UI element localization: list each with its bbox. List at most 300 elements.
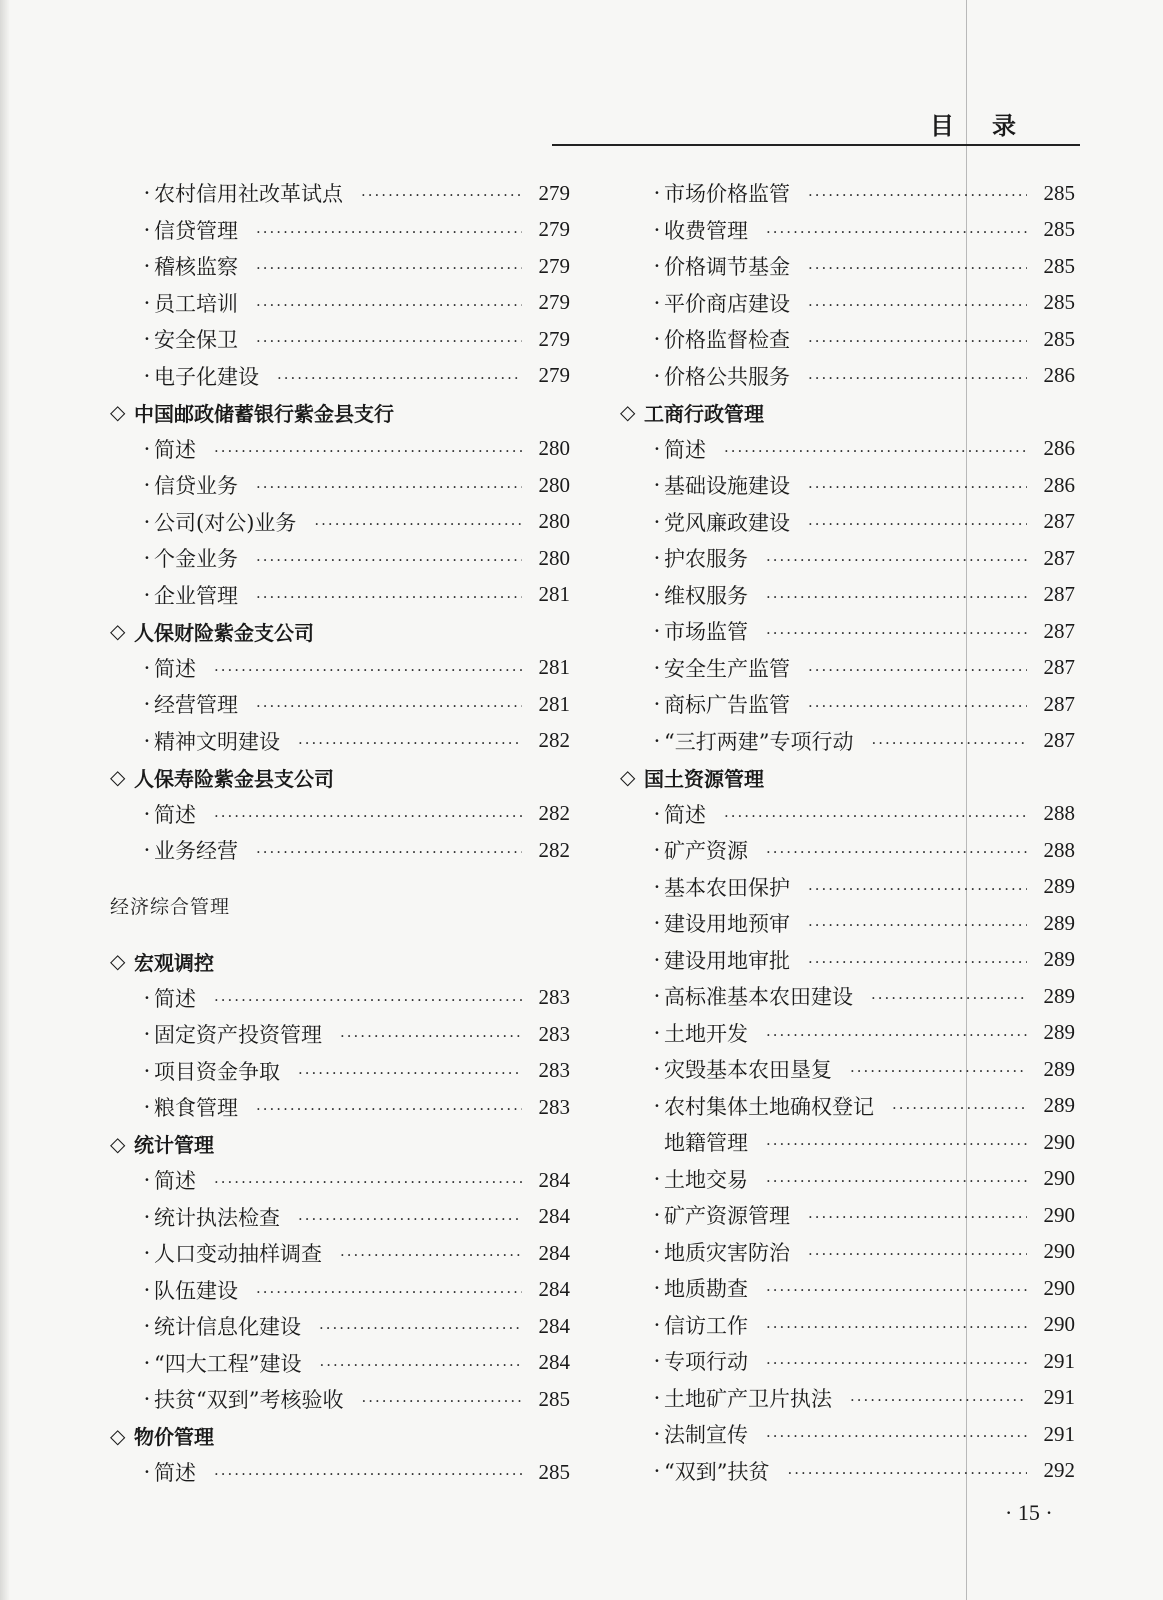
toc-entry-page: 289 [1043,910,1075,935]
toc-entry[interactable] [110,1089,570,1126]
toc-entry-label: 专项行动 [664,1350,748,1375]
toc-entry-page: 287 [1043,655,1075,680]
bullet-dot: · [143,1460,151,1485]
dot-leader [808,328,1027,350]
dot-leader [256,839,522,861]
toc-entry-label: 信贷业务 [154,474,238,499]
toc-entry-label: 矿产资源 [664,839,748,864]
bullet-dot: · [143,838,151,863]
toc-entry-page: 290 [1043,1202,1075,1227]
toc-entry[interactable] [620,1051,1075,1088]
toc-entry[interactable] [110,1345,570,1382]
toc-entry-page: 287 [1043,691,1075,716]
toc-entry-label: “三打两建”专项行动 [664,729,854,754]
bullet-dot: · [143,801,151,826]
toc-entry-page: 285 [1043,253,1075,278]
dot-leader [766,1277,1027,1299]
toc-entry-page: 290 [1043,1166,1075,1191]
dot-leader [766,584,1027,606]
dot-leader [298,1060,522,1082]
toc-entry[interactable] [620,212,1075,249]
bullet-dot: · [143,217,151,242]
toc-entry-label: 党风廉政建设 [664,510,790,535]
toc-entry-page: 287 [1043,582,1075,607]
toc-entry[interactable] [620,540,1075,577]
toc-entry-label: 价格公共服务 [664,364,790,389]
toc-entry-label: 地质灾害防治 [664,1240,790,1265]
toc-entry[interactable] [110,358,570,395]
toc-heading-label: 统计管理 [134,1133,214,1158]
bullet-dot: · [653,838,661,863]
toc-entry[interactable] [620,1124,1075,1161]
bullet-dot: · [653,911,661,936]
toc-entry[interactable] [110,832,570,869]
toc-entry-page: 279 [538,180,570,205]
toc-entry[interactable] [620,1416,1075,1453]
toc-entry[interactable] [620,1088,1075,1125]
diamond-icon: ◇ [110,765,126,790]
toc-entry-page: 280 [538,436,570,461]
toc-entry-label: 简述 [664,802,706,827]
dot-leader [808,876,1027,898]
dot-leader [766,839,1027,861]
bullet-dot: · [653,1312,661,1337]
toc-entry[interactable] [620,467,1075,504]
toc-heading-label: 宏观调控 [134,950,214,975]
dot-leader [214,438,522,460]
dot-leader [214,657,522,679]
dot-leader [808,949,1027,971]
toc-section-heading[interactable] [110,1418,570,1455]
toc-entry-page: 285 [538,1459,570,1484]
toc-entry[interactable] [620,832,1075,869]
toc-entry-page: 286 [1043,472,1075,497]
bullet-dot: · [653,692,661,717]
toc-entry[interactable] [620,796,1075,833]
bullet-dot: · [653,1093,661,1118]
toc-entry-label: 简述 [154,1461,196,1486]
toc-entry-label: 农村信用社改革试点 [154,182,343,207]
toc-entry-page: 291 [1043,1421,1075,1446]
toc-heading-label: 物价管理 [134,1425,214,1450]
toc-entry-label: 安全生产监管 [664,656,790,681]
toc-entry-page: 285 [538,1386,570,1411]
toc-entry-page: 284 [538,1167,570,1192]
toc-entry-page: 290 [1043,1275,1075,1300]
dot-leader [766,219,1027,241]
toc-entry[interactable] [620,686,1075,723]
vertical-spacer [110,869,570,888]
bullet-dot: · [653,217,661,242]
toc-heading-label: 人保寿险紫金县支公司 [134,766,334,791]
diamond-icon: ◇ [620,400,636,425]
toc-part-title: 经济综合管理 [110,896,231,919]
toc-entry[interactable] [110,980,570,1017]
bullet-dot: · [143,655,151,680]
toc-entry-page: 287 [1043,728,1075,753]
toc-entry-page: 283 [538,1058,570,1083]
toc-entry-label: 固定资产投资管理 [154,1023,322,1048]
toc-entry-label: 矿产资源管理 [664,1204,790,1229]
bullet-dot: · [143,692,151,717]
dot-leader [256,584,522,606]
toc-entry-page: 281 [538,582,570,607]
toc-entry[interactable] [110,321,570,358]
bullet-dot: · [143,1277,151,1302]
toc-entry[interactable] [110,504,570,541]
toc-entry-label: 商标广告监管 [664,693,790,718]
dot-leader [314,511,522,533]
bullet-dot: · [653,327,661,352]
bullet-dot: · [653,801,661,826]
bullet-dot: · [653,1020,661,1045]
toc-entry-label: 项目资金争取 [154,1059,280,1084]
bullet-dot: · [653,509,661,534]
toc-entry-page: 289 [1043,1093,1075,1118]
dot-leader [871,985,1027,1007]
dot-leader [850,1387,1027,1409]
toc-entry-page: 280 [538,545,570,570]
toc-entry-page: 290 [1043,1129,1075,1154]
bullet-dot: · [143,1058,151,1083]
toc-entry-page: 291 [1043,1385,1075,1410]
toc-entry[interactable] [110,175,570,212]
toc-entry-label: 简述 [154,986,196,1011]
toc-entry[interactable] [620,613,1075,650]
dot-leader [787,1460,1027,1482]
page-binding-edge [0,0,10,1600]
toc-entry-label: 业务经营 [154,839,238,864]
dot-leader [724,438,1027,460]
bullet-dot: · [143,1168,151,1193]
toc-entry-label: 队伍建设 [154,1278,238,1303]
toc-entry-page: 289 [1043,874,1075,899]
toc-entry-page: 290 [1043,1312,1075,1337]
toc-entry[interactable] [620,321,1075,358]
dot-leader [766,1168,1027,1190]
dot-leader [298,730,522,752]
running-header [552,100,1080,146]
bullet-dot: · [653,947,661,972]
toc-entry-page: 279 [538,253,570,278]
toc-entry-page: 289 [1043,983,1075,1008]
toc-entry-page: 284 [538,1240,570,1265]
dot-leader [256,693,522,715]
toc-entry[interactable] [620,650,1075,687]
bullet-dot: · [653,874,661,899]
toc-entry-page: 279 [538,363,570,388]
toc-entry[interactable] [110,1235,570,1272]
bullet-dot: · [653,181,661,206]
bullet-dot: · [143,1387,151,1412]
toc-entry-page: 288 [1043,801,1075,826]
toc-entry-page: 282 [538,837,570,862]
toc-section-heading[interactable] [110,613,570,650]
toc-entry-page: 291 [1043,1348,1075,1373]
bullet-dot: · [143,254,151,279]
toc-entry[interactable] [110,796,570,833]
toc-entry-label: 简述 [154,802,196,827]
dot-leader [256,547,522,569]
dot-leader [808,693,1027,715]
toc-entry-page: 283 [538,1094,570,1119]
diamond-icon: ◇ [110,619,126,644]
toc-entry[interactable] [620,1234,1075,1271]
toc-entry-page: 282 [538,801,570,826]
dot-leader [892,1095,1027,1117]
toc-right-column [620,175,1075,1489]
toc-entry-page: 285 [1043,217,1075,242]
toc-section-heading[interactable] [110,1126,570,1163]
toc-entry[interactable] [110,1053,570,1090]
toc-section-heading[interactable] [620,759,1075,796]
dot-leader [256,1279,522,1301]
bullet-dot: · [653,582,661,607]
bullet-dot: · [143,1022,151,1047]
toc-entry[interactable] [110,1308,570,1345]
bullet-dot: · [653,655,661,680]
toc-heading-label: 中国邮政储蓄银行紫金县支行 [134,401,394,426]
toc-entry[interactable] [110,1016,570,1053]
bullet-dot: · [653,728,661,753]
dot-leader [256,292,522,314]
dot-leader [256,328,522,350]
bullet-dot: · [143,473,151,498]
dot-leader [808,1241,1027,1263]
toc-entry[interactable] [620,431,1075,468]
toc-entry-label: 信访工作 [664,1313,748,1338]
toc-entry[interactable] [110,212,570,249]
toc-entry-page: 281 [538,655,570,680]
toc-entry[interactable] [620,1343,1075,1380]
dot-leader [766,1350,1027,1372]
bullet-dot: · [653,546,661,571]
toc-entry[interactable] [620,1453,1075,1490]
toc-entry-page: 285 [1043,180,1075,205]
toc-entry[interactable] [110,431,570,468]
toc-entry[interactable] [110,1272,570,1309]
bullet-dot: · [143,546,151,571]
toc-entry-page: 281 [538,691,570,716]
vertical-spacer [110,924,570,943]
toc-entry-label: 精神文明建设 [154,729,280,754]
toc-entry[interactable] [620,358,1075,395]
toc-entry[interactable] [110,577,570,614]
bullet-dot: · [143,1241,151,1266]
dot-leader [766,547,1027,569]
toc-entry-label: 建设用地审批 [664,948,790,973]
toc-entry[interactable] [620,723,1075,760]
bullet-dot: · [653,290,661,315]
toc-entry-label: 地籍管理 [664,1131,748,1156]
bullet-dot: · [653,619,661,644]
toc-entry-label: 统计执法检查 [154,1205,280,1230]
toc-heading-label: 国土资源管理 [644,766,764,791]
toc-entry-page: 287 [1043,545,1075,570]
toc-entry-page: 288 [1043,837,1075,862]
toc-entry-page: 292 [1043,1458,1075,1483]
dot-leader [340,1242,522,1264]
toc-entry[interactable] [620,504,1075,541]
diamond-icon: ◇ [110,400,126,425]
bullet-dot: · [653,254,661,279]
toc-entry[interactable] [110,1454,570,1491]
toc-entry[interactable] [620,1380,1075,1417]
toc-entry[interactable] [620,1270,1075,1307]
bullet-dot: · [653,1239,661,1264]
toc-entry[interactable] [620,1161,1075,1198]
dot-leader [256,1096,522,1118]
toc-entry-label: 价格监督检查 [664,328,790,353]
dot-leader [256,255,522,277]
toc-entry-page: 286 [1043,363,1075,388]
toc-entry-page: 279 [538,326,570,351]
bullet-dot: · [653,1349,661,1374]
toc-entry-page: 287 [1043,509,1075,534]
toc-entry[interactable] [620,285,1075,322]
toc-entry-label: 灾毁基本农田垦复 [664,1058,832,1083]
toc-entry-page: 285 [1043,326,1075,351]
header-title: 目录 [930,112,1054,140]
bullet-dot: · [653,984,661,1009]
toc-entry-label: 土地交易 [664,1167,748,1192]
dot-leader [871,730,1027,752]
toc-entry[interactable] [110,1199,570,1236]
bullet-dot: · [653,1057,661,1082]
toc-entry[interactable] [110,650,570,687]
dot-leader [340,1023,522,1045]
toc-entry-label: 平价商店建设 [664,291,790,316]
toc-entry[interactable] [620,905,1075,942]
toc-entry-page: 289 [1043,1056,1075,1081]
toc-entry[interactable] [620,942,1075,979]
dot-leader [361,1388,522,1410]
dot-leader [319,1352,522,1374]
diamond-icon: ◇ [110,1131,126,1156]
toc-entry-label: “四大工程”建设 [154,1351,302,1376]
toc-entry-label: 安全保卫 [154,328,238,353]
toc-entry-label: 简述 [664,437,706,462]
toc-entry[interactable] [110,686,570,723]
toc-entry-label: 经营管理 [154,693,238,718]
bullet-dot: · [143,327,151,352]
bullet-dot: · [143,582,151,607]
toc-entry-page: 287 [1043,618,1075,643]
toc-entry[interactable] [620,1015,1075,1052]
bullet-dot: · [143,1314,151,1339]
dot-leader [277,365,522,387]
dot-leader [319,1315,522,1337]
toc-entry-label: 个金业务 [154,547,238,572]
bullet-dot: · [143,985,151,1010]
bullet-dot: · [653,1385,661,1410]
toc-heading-label: 人保财险紫金支公司 [134,620,314,645]
bullet-dot: · [653,436,661,461]
toc-entry-label: 建设用地预审 [664,912,790,937]
toc-entry-page: 282 [538,728,570,753]
toc-entry-label: 基础设施建设 [664,474,790,499]
diamond-icon: ◇ [620,765,636,790]
bullet-dot: · [653,1166,661,1191]
bullet-dot: · [143,290,151,315]
toc-entry[interactable] [620,248,1075,285]
bullet-dot: · [653,1276,661,1301]
dot-leader [724,803,1027,825]
toc-entry[interactable] [620,869,1075,906]
bullet-dot: · [143,728,151,753]
toc-heading-label: 工商行政管理 [644,401,764,426]
toc-entry-page: 284 [538,1313,570,1338]
toc-entry-page: 284 [538,1277,570,1302]
toc-entry-label: 员工培训 [154,291,238,316]
toc-section-heading[interactable] [620,394,1075,431]
toc-entry-label: 农村集体土地确权登记 [664,1094,874,1119]
toc-entry-page: 284 [538,1350,570,1375]
toc-entry[interactable] [110,285,570,322]
toc-entry[interactable] [110,723,570,760]
toc-entry-page: 279 [538,290,570,315]
toc-entry[interactable] [110,467,570,504]
dot-leader [361,182,522,204]
dot-leader [214,803,522,825]
dot-leader [808,292,1027,314]
page-number: · 15 · [1005,1500,1053,1525]
bullet-dot: · [143,1095,151,1120]
toc-entry[interactable] [620,1197,1075,1234]
bullet-dot: · [143,1350,151,1375]
toc-entry-label: 基本农田保护 [664,875,790,900]
bullet-dot: · [143,436,151,461]
dot-leader [808,255,1027,277]
toc-entry[interactable] [110,540,570,577]
toc-entry-label: 人口变动抽样调查 [154,1242,322,1267]
dot-leader [766,620,1027,642]
bullet-dot: · [143,509,151,534]
dot-leader [256,219,522,241]
dot-leader [766,1314,1027,1336]
dot-leader [850,1058,1027,1080]
toc-entry[interactable] [110,1162,570,1199]
dot-leader [214,1169,522,1191]
toc-entry-page: 279 [538,217,570,242]
toc-section-heading[interactable] [110,943,570,980]
diamond-icon: ◇ [110,1423,126,1448]
toc-entry-label: 土地矿产卫片执法 [664,1386,832,1411]
toc-section-heading[interactable] [110,759,570,796]
toc-entry-label: 土地开发 [664,1021,748,1046]
toc-section-heading[interactable] [110,394,570,431]
dot-leader [808,474,1027,496]
toc-entry-label: 市场价格监管 [664,182,790,207]
toc-entry-page: 290 [1043,1239,1075,1264]
toc-entry-label: 简述 [154,1169,196,1194]
toc-entry-page: 286 [1043,436,1075,461]
bullet-dot: · [653,1422,661,1447]
toc-entry[interactable] [110,1381,570,1418]
toc-entry-label: 护农服务 [664,547,748,572]
dot-leader [766,1423,1027,1445]
toc-entry[interactable] [620,577,1075,614]
dot-leader [214,987,522,1009]
toc-entry[interactable] [620,978,1075,1015]
toc-entry-page: 283 [538,1021,570,1046]
toc-entry[interactable] [620,1307,1075,1344]
toc-entry[interactable] [110,248,570,285]
bullet-dot: · [143,181,151,206]
toc-entry-label: 地质勘查 [664,1277,748,1302]
toc-entry-label: 价格调节基金 [664,255,790,280]
toc-entry[interactable] [620,175,1075,212]
